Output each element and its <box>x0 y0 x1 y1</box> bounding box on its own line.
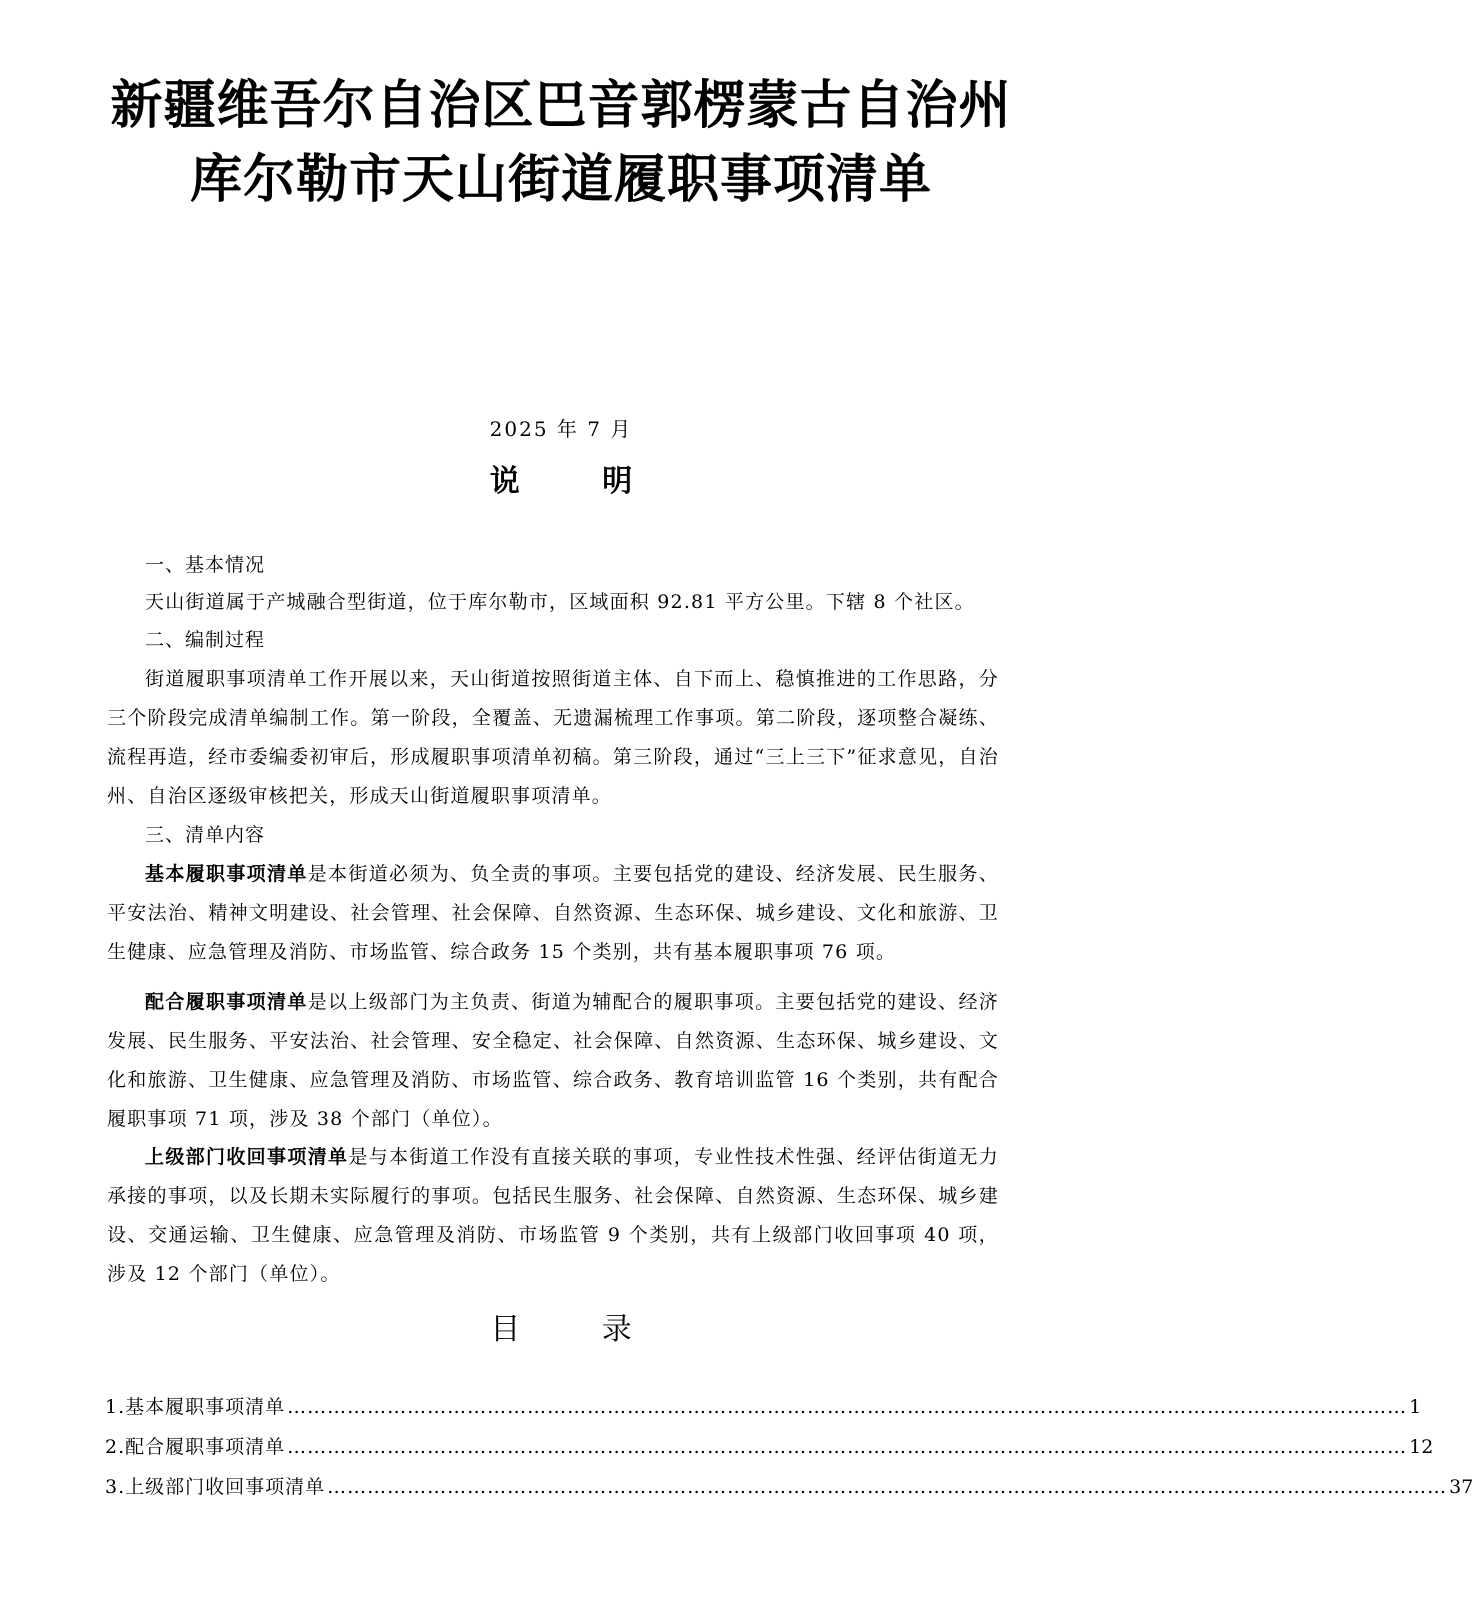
explanation-heading: 说 明 <box>489 464 669 499</box>
toc-heading: 目 录 <box>490 1312 668 1347</box>
document-title-line2: 库尔勒市天山街道履职事项清单 <box>189 150 932 210</box>
toc-entry[interactable] <box>105 1393 1422 1421</box>
desc-cooperation-list: 是以上级部门为主负责、街道为辅配合的履职事项。主要包括党的建设、经济发展、民生服务、平安法治、社会管理、安全稳定、社会保障、自然资源、生态环保、城乡建设、文化和旅游、卫生健康、应急管理及消防、市场监管、综合政务、教育培训监管 16 个类别，共有配合履职事项 71 项，涉及 38 个部门（单位）。 <box>107 991 999 1130</box>
toc-leader-dots: …………………………………………………………………………………………………………………………………………………… <box>287 1396 1408 1418</box>
section-heading-compilation: 二、编制过程 <box>145 629 266 651</box>
desc-recall-list: 是与本街道工作没有直接关联的事项，专业性技术性强、经评估街道无力承接的事项，以及长期未实际履行的事项。包括民生服务、社会保障、自然资源、生态环保、城乡建设、交通运输、卫生健康、应急管理及消防、市场监管 9 个类别，共有上级部门收回事项 40 项，涉及 12 个部门（单位）。 <box>107 1146 999 1285</box>
toc-entry-label: 2.配合履职事项清单 <box>105 1436 286 1458</box>
toc-leader-dots: …………………………………………………………………………………………………………………………………………………… <box>327 1476 1448 1498</box>
desc-basic-list: 是本街道必须为、负全责的事项。主要包括党的建设、经济发展、民生服务、平安法治、精神文明建设、社会管理、社会保障、自然资源、生态环保、城乡建设、文化和旅游、卫生健康、应急管理及消防、市场监管、综合政务 15 个类别，共有基本履职事项 76 项。 <box>107 863 999 963</box>
term-recall-list: 上级部门收回事项清单 <box>145 1146 349 1168</box>
document-title-line1: 新疆维吾尔自治区巴音郭楞蒙古自治州 <box>110 76 1012 136</box>
paragraph-compilation: 街道履职事项清单工作开展以来，天山街道按照街道主体、自下而上、稳慎推进的工作思路，分三个阶段完成清单编制工作。第一阶段，全覆盖、无遗漏梳理工作事项。第二阶段，逐项整合凝练、流程再造，经市委编委初审后，形成履职事项清单初稿。第三阶段，通过“三上三下”征求意见，自治州、自治区逐级审核把关，形成天山街道履职事项清单。 <box>107 668 999 807</box>
toc-entry[interactable] <box>105 1433 1434 1461</box>
toc-entry-label: 1.基本履职事项清单 <box>105 1396 286 1418</box>
toc-entry-page: 37 <box>1449 1476 1473 1498</box>
section-heading-contents: 三、清单内容 <box>145 824 266 846</box>
section-heading-basic-info: 一、基本情况 <box>145 554 266 576</box>
toc-entry-label: 3.上级部门收回事项清单 <box>105 1476 326 1498</box>
paragraph-basic-info: 天山街道属于产城融合型街道，位于库尔勒市，区域面积 92.81 平方公里。下辖 8 个社区。 <box>145 591 975 613</box>
toc-entry-page: 12 <box>1409 1436 1434 1458</box>
paragraph-basic-list <box>107 855 999 972</box>
toc-entry-page: 1 <box>1409 1396 1422 1418</box>
toc-entry[interactable] <box>105 1473 1473 1501</box>
toc-leader-dots: …………………………………………………………………………………………………………………………………………………… <box>287 1436 1408 1458</box>
paragraph-cooperation-list <box>107 983 999 1139</box>
term-basic-list: 基本履职事项清单 <box>145 863 308 885</box>
term-cooperation-list: 配合履职事项清单 <box>145 991 308 1013</box>
document-date: 2025 年 7 月 <box>489 417 633 441</box>
paragraph-recall-list <box>107 1138 999 1294</box>
